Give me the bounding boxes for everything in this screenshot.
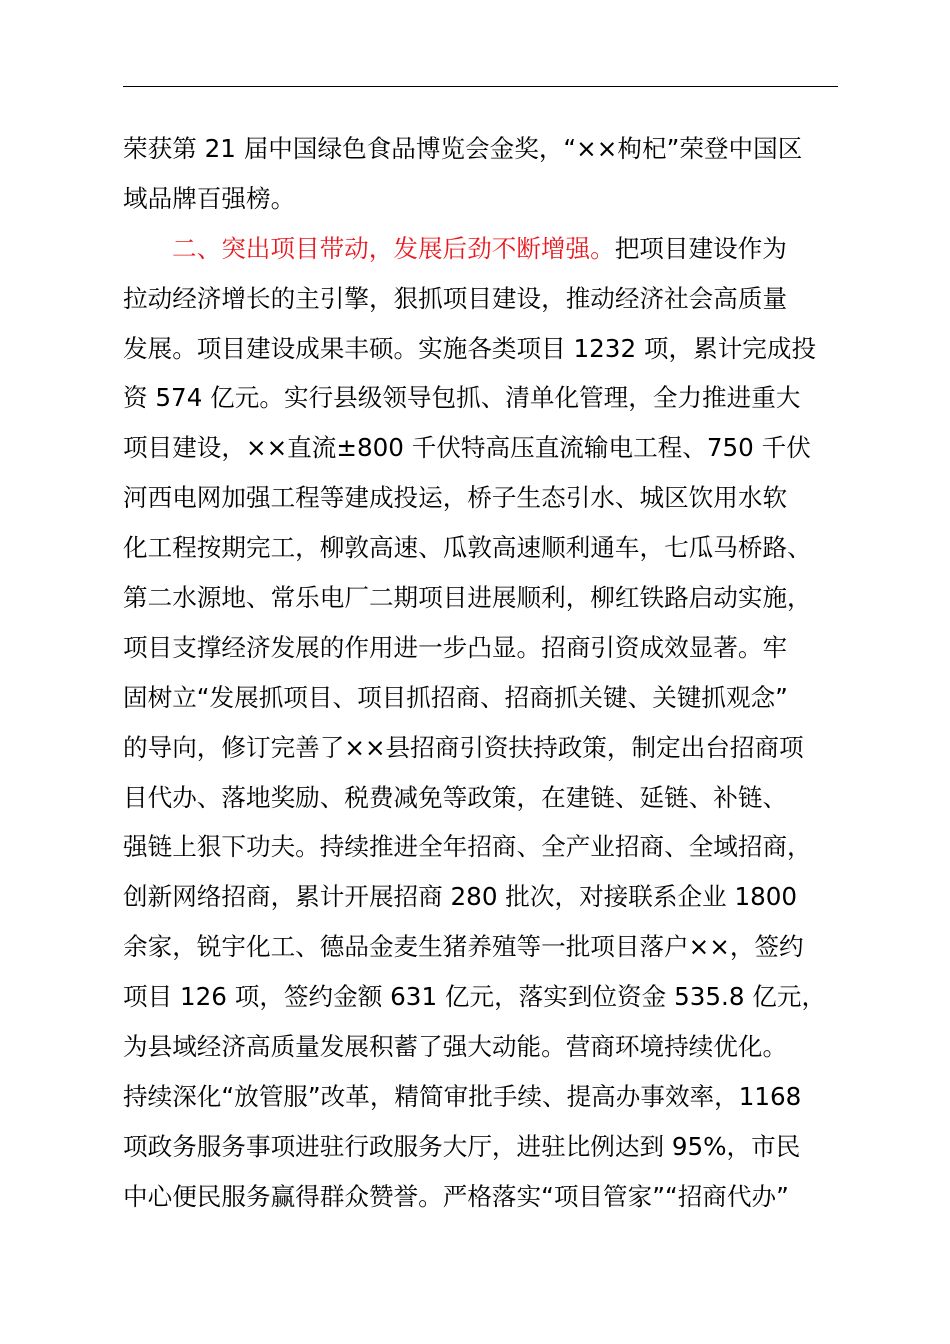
text-run: 把项目建设作为: [614, 233, 787, 263]
section-heading-line: [123, 224, 863, 274]
section-heading: 二、突出项目带动，发展后劲不断增强。: [172, 233, 615, 263]
text-line: 项目建设，××直流±800 千伏特高压直流输电工程、750 千伏: [123, 433, 811, 463]
text-line: 目代办、落地奖励、税费减免等政策，在建链、延链、补链、: [123, 782, 788, 812]
document-body: [123, 124, 863, 1222]
text-line: 拉动经济增长的主引擎，狠抓项目建设，推动经济社会高质量: [123, 283, 788, 313]
text-line: 项目 126 项，签约金额 631 亿元，落实到位资金 535.8 亿元，: [123, 982, 827, 1012]
text-line: 强链上狠下功夫。持续推进全年招商、全产业招商、全域招商，: [123, 832, 812, 862]
text-line: 为县域经济高质量发展积蓄了强大动能。营商环境持续优化。: [123, 1032, 788, 1062]
text-line: 项目支撑经济发展的作用进一步凸显。招商引资成效显著。牢: [123, 632, 788, 662]
text-line: 的导向，修订完善了××县招商引资扶持政策，制定出台招商项: [123, 732, 804, 762]
text-line: 荣获第 21 届中国绿色食品博览会金奖，“××枸杞”荣登中国区: [123, 134, 803, 163]
text-line: 创新网络招商，累计开展招商 280 批次，对接联系企业 1800: [123, 882, 798, 912]
text-line: 化工程按期完工，柳敦高速、瓜敦高速顺利通车，七瓜马桥路、: [123, 533, 812, 563]
text-line: 第二水源地、常乐电厂二期项目进展顺利，柳红铁路启动实施，: [123, 583, 812, 613]
text-line: 资 574 亿元。实行县级领导包抓、清单化管理，全力推进重大: [123, 383, 801, 413]
header-rule: [123, 86, 838, 87]
text-line: 项政务服务事项进驻行政服务大厅，进驻比例达到 95%，市民: [123, 1131, 801, 1161]
text-line: 河西电网加强工程等建成投运，桥子生态引水、城区饮用水软: [123, 483, 788, 513]
text-line: 中心便民服务赢得群众赞誉。严格落实“项目管家”“招商代办”: [123, 1181, 789, 1211]
text-line: 固树立“发展抓项目、项目抓招商、招商抓关键、关键抓观念”: [123, 682, 788, 712]
text-line: 发展。项目建设成果丰硕。实施各类项目 1232 项，累计完成投: [123, 333, 817, 363]
text-line: 持续深化“放管服”改革，精简审批手续、提高办事效率，1168: [123, 1081, 802, 1111]
text-line: 域品牌百强榜。: [123, 183, 296, 213]
text-line: 余家，锐宇化工、德品金麦生猪养殖等一批项目落户××，签约: [123, 932, 804, 962]
